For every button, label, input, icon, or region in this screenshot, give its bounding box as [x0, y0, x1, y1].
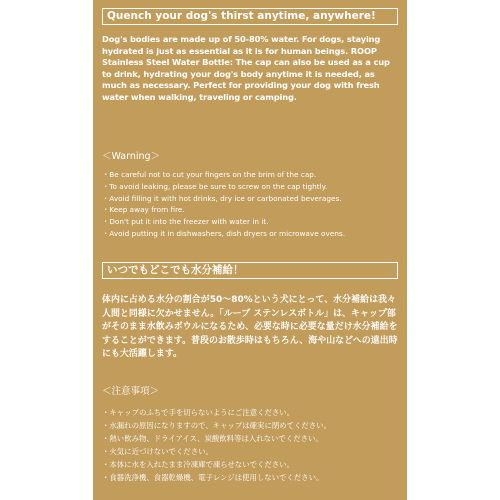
warning-item: ・Don't put it into the freezer with water in it.: [102, 217, 269, 227]
japanese-warning-list: [102, 407, 402, 484]
warning-item: ・本体に水を入れたまま冷凍庫で凍らせないでください。: [102, 459, 294, 469]
warning-item: ・Avoid putting it in dishwashers, dish dryers or microwave ovens.: [102, 228, 346, 238]
japanese-description: 体内に占める水分の割合が50〜80%という犬にとって、水分補給は我々人間と同様に欠かせません。「ルーブ ステンレスボトル」は、キャップ部がそのまま水飲みボウルになるため、必要な時に必要な量だけ水分補給をすることができます。普段のお散歩時はもちろん、海や山などへの遠出時にも大活躍します。: [102, 295, 398, 360]
english-warning-list: [102, 169, 402, 240]
warning-item: ・Keep away from fire.: [102, 205, 185, 215]
product-info-panel: [93, 0, 407, 500]
english-heading: Quench your dog's thirst anytime, anywhere!: [102, 8, 398, 25]
warning-item: ・Be careful not to cut your fingers on the brim of the cap.: [102, 170, 317, 179]
japanese-heading: いつでもどこでも水分補給！: [102, 262, 398, 279]
warning-item: ・To avoid leaking, please be sure to screw on the cap tightly.: [102, 181, 328, 191]
warning-item: ・食器洗浄機、食器乾燥機、電子レンジは使用しないでください。: [102, 472, 324, 482]
japanese-warning-title: ＜注意事項＞: [102, 386, 160, 397]
warning-item: ・Avoid filling it with hot drinks, dry ice or carbonated beverages.: [102, 193, 342, 203]
english-warning-title: ＜Warning＞: [102, 151, 161, 162]
warning-item: ・火気に近づけないでください。: [102, 446, 213, 456]
warning-item: ・キャップのふちで手を切らないようにご注意ください。: [102, 408, 295, 417]
warning-item: ・水漏れの原因になりますので、キャップは確実に閉めてください。: [102, 420, 331, 430]
english-description: Dog's bodies are made up of 50-80% water. For dogs, staying hydrated is just as essential as it is for human beings. ROOP Stainless Steel Water Bottle: The cap can also be used as a cup to drink, hydrating your dog's body anytime it is needed, as much as necessary. Perfect for providing your dog with fresh water when walking, traveling or camping.: [102, 34, 390, 102]
warning-item: ・熱い飲み物、ドライアイス、炭酸飲料等は入れないでください。: [102, 433, 323, 443]
